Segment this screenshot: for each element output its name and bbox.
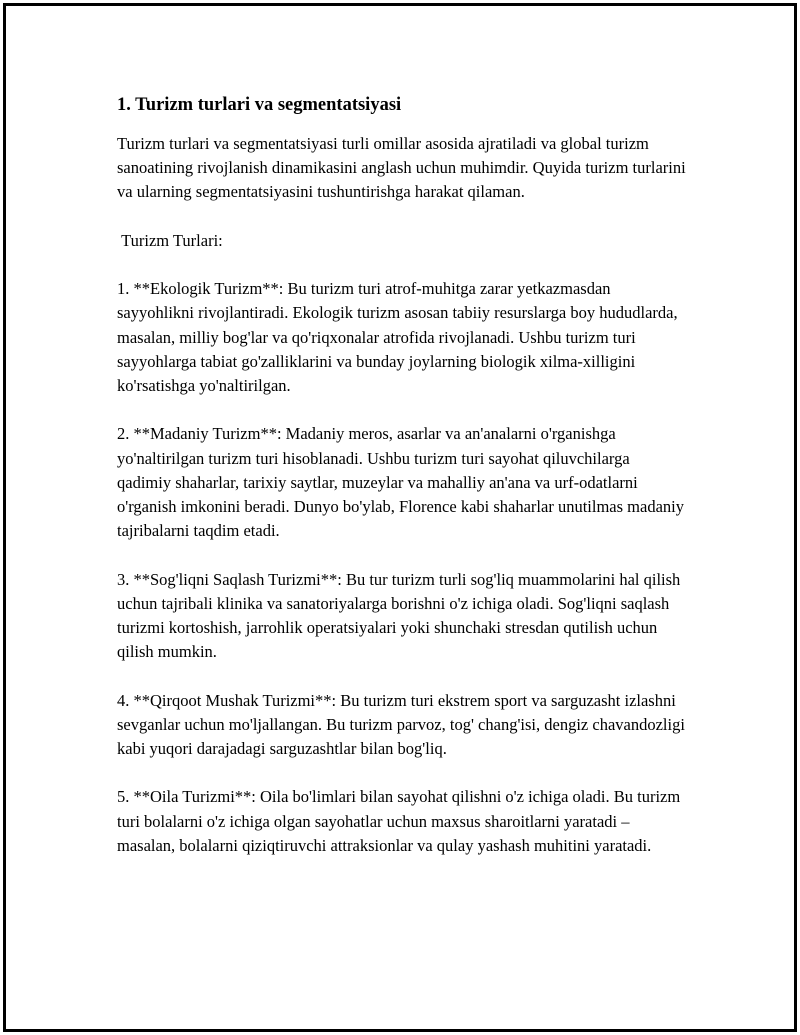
list-item-health-tourism: 3. **Sog'liqni Saqlash Turizmi**: Bu tur turizm turli sog'liq muammolarini hal qilish uchun tajribali klinika va sanatoriyalarga borishni o'z ichiga oladi. Sog'liqni saqlash turizmi kortoshish, jarrohlik operatsiyalari yoki shunchaki stresdan qutilish uchun qilish mumkin. <box>117 569 685 662</box>
types-subheading: Turizm Turlari: <box>117 230 223 250</box>
section-heading: 1. Turizm turlari va segmentatsiyasi <box>117 95 402 115</box>
intro-paragraph: Turizm turlari va segmentatsiyasi turli omillar asosida ajratiladi va global turizm sanoatining rivojlanish dinamikasini anglash uchun muhimdir. Quyida turizm turlarini va ularning segmentatsiyasini tushuntirishga harakat qilaman. <box>117 134 690 202</box>
list-item-family-tourism: 5. **Oila Turizmi**: Oila bo'limlari bilan sayohat qilishni o'z ichiga oladi. Bu turizm turi bolalarni o'z ichiga olgan sayohatlar uchun maxsus sharoitlarni yaratadi – masalan, bolalarni qiziqtiruvchi attraksionlar va qulay yashash muhitini yaratadi. <box>117 787 685 855</box>
list-item-cultural-tourism: 2. **Madaniy Turizm**: Madaniy meros, asarlar va an'analarni o'rganishga yo'naltirilgan turizm turi hisoblanadi. Ushbu turizm turi sayohat qiluvchilarga qadimiy shaharlar, tarixiy saytlar, muzeylar va mahalliy an'ana va urf-odatlarni o'rganish imkonini beradi. Dunyo bo'ylab, Florence kabi shaharlar unutilmas madaniy tajribalarni taqdim etadi. <box>117 424 689 541</box>
list-item-adventure-tourism: 4. **Qirqoot Mushak Turizmi**: Bu turizm turi ekstrem sport va sarguzasht izlashni sevganlar uchun mo'ljallangan. Bu turizm parvoz, tog' chang'isi, dengiz chavandozligi kabi yuqori darajadagi sarguzashtlar bilan bog'liq. <box>117 690 690 758</box>
document-body <box>117 92 690 858</box>
list-item-ecological-tourism: 1. **Ekologik Turizm**: Bu turizm turi atrof-muhitga zarar yetkazmasdan sayyohlikni rivojlantiradi. Ekologik turizm asosan tabiiy resurslarga boy hududlarda, masalan, milliy bog'lar va qo'riqxonalar atrofida rivojlanadi. Ushbu turizm turi sayyohlarga tabiat go'zalliklarini va bunday joylarning biologik xilma-xilligini ko'rsatishga yo'naltirilgan. <box>117 279 682 395</box>
